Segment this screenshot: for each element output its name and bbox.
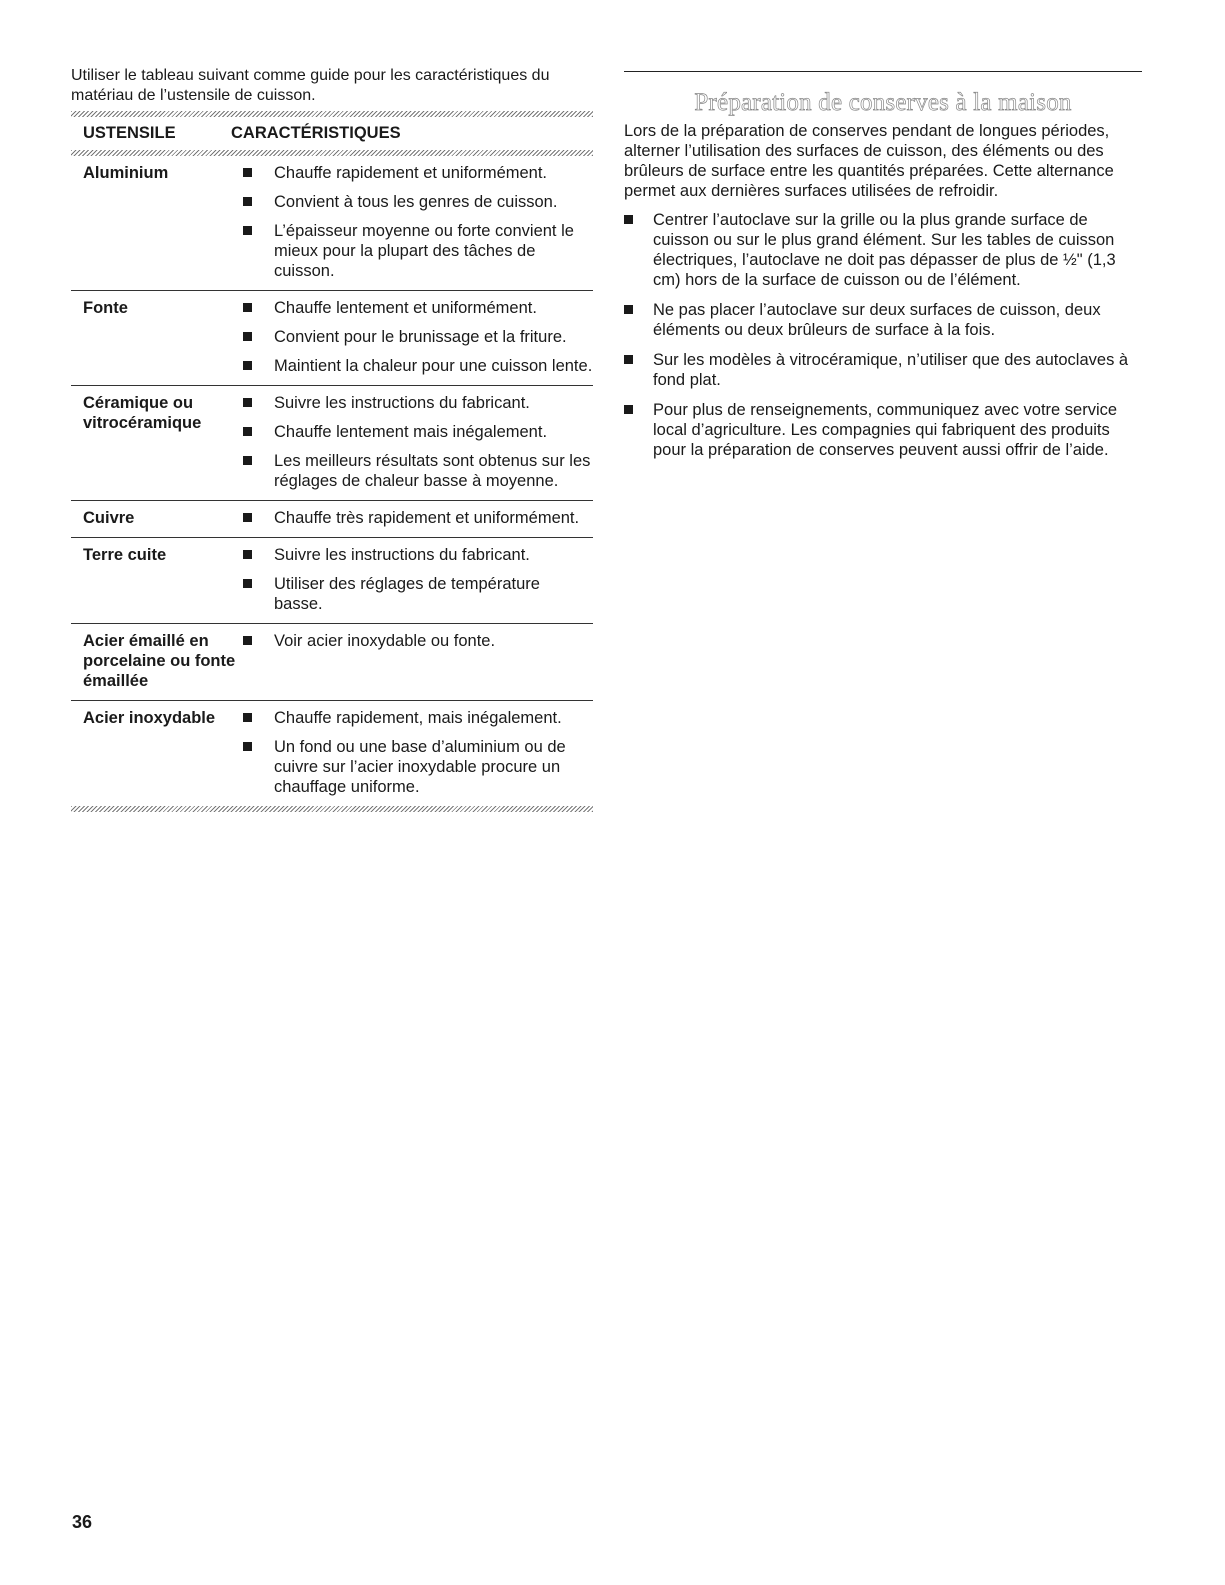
table-row (71, 701, 593, 806)
table-row (71, 624, 593, 701)
square-bullet-icon (243, 742, 252, 751)
list-item (243, 163, 593, 183)
item-text: Centrer l’autoclave sur la grille ou la plus grande surface de cuisson ou sur le plus grand élément. Sur les tables de cuisson électriques, l’autoclave ne doit pas dépasser de plus de ½" (1,3 cm) hors de la surface de cuisson ou de l’élément. (653, 211, 1116, 289)
characteristics-list (243, 631, 593, 691)
list-item (243, 298, 593, 318)
material-name: Fonte (83, 299, 128, 317)
item-text: Utiliser des réglages de température basse. (274, 575, 540, 613)
material-name: Cuivre (83, 509, 135, 527)
item-text: Pour plus de renseignements, communiquez avec votre service local d’agriculture. Les compagnies qui fabriquent des produits pour la préparation de conserves peuvent aussi offrir de l’aide. (653, 401, 1118, 459)
material-name: Céramique ou vitrocéramique (83, 394, 202, 432)
material-name: Terre cuite (83, 546, 167, 564)
list-item (243, 737, 593, 797)
square-bullet-icon (624, 305, 633, 314)
square-bullet-icon (243, 303, 252, 312)
item-text: Suivre les instructions du fabricant. (274, 546, 530, 564)
square-bullet-icon (243, 713, 252, 722)
header-ustensile: USTENSILE (83, 124, 176, 142)
square-bullet-icon (243, 398, 252, 407)
list-item (243, 356, 593, 376)
item-text: Suivre les instructions du fabricant. (274, 394, 530, 412)
item-text: Un fond ou une base d’aluminium ou de cuivre sur l’acier inoxydable procure un chauffage uniforme. (274, 738, 566, 796)
square-bullet-icon (243, 168, 252, 177)
table-row (71, 291, 593, 386)
section-title: Préparation de conserves à la maison (694, 89, 1072, 116)
square-bullet-icon (243, 332, 252, 341)
item-text: Convient pour le brunissage et la friture. (274, 328, 567, 346)
list-item (243, 545, 593, 565)
square-bullet-icon (243, 197, 252, 206)
characteristics-list (243, 508, 593, 528)
table-row (71, 501, 593, 538)
characteristics-list (243, 393, 593, 491)
item-text: Voir acier inoxydable ou fonte. (274, 632, 496, 650)
item-text: Chauffe lentement et uniformément. (274, 299, 537, 317)
table-row (71, 156, 593, 291)
table-header (71, 117, 593, 150)
material-name: Aluminium (83, 164, 169, 182)
list-item (624, 210, 1142, 290)
material-name: Acier inoxydable (83, 709, 216, 727)
list-item (243, 451, 593, 491)
list-item (624, 350, 1142, 390)
list-item (243, 327, 593, 347)
cookware-guide-column (71, 66, 593, 812)
list-item (243, 708, 593, 728)
section-top-rule (624, 71, 1142, 72)
item-text: L’épaisseur moyenne ou forte convient le mieux pour la plupart des tâches de cuisson. (274, 222, 574, 280)
characteristics-list (243, 708, 593, 797)
characteristics-list (243, 298, 593, 376)
list-item (243, 393, 593, 413)
characteristics-list (243, 545, 593, 614)
square-bullet-icon (243, 513, 252, 522)
page-number: 36 (72, 1512, 93, 1532)
canning-section (624, 71, 1142, 470)
item-text: Convient à tous les genres de cuisson. (274, 193, 558, 211)
item-text: Chauffe rapidement et uniformément. (274, 164, 548, 182)
item-text: Maintient la chaleur pour une cuisson lente. (274, 357, 593, 375)
table-row (71, 538, 593, 624)
list-item (243, 221, 593, 281)
square-bullet-icon (243, 361, 252, 370)
square-bullet-icon (624, 405, 633, 414)
characteristics-list (243, 163, 593, 281)
material-name: Acier émaillé en porcelaine ou fonte émaillée (83, 632, 236, 690)
item-text: Ne pas placer l’autoclave sur deux surfaces de cuisson, deux éléments ou deux brûleurs de surface à la fois. (653, 301, 1101, 339)
square-bullet-icon (243, 427, 252, 436)
square-bullet-icon (243, 636, 252, 645)
header-caracteristiques: CARACTÉRISTIQUES (231, 124, 401, 142)
square-bullet-icon (243, 550, 252, 559)
item-text: Chauffe rapidement, mais inégalement. (274, 709, 562, 727)
table-bottom-rule (71, 806, 593, 812)
item-text: Sur les modèles à vitrocéramique, n’utiliser que des autoclaves à fond plat. (653, 351, 1129, 389)
table-body (71, 156, 593, 806)
square-bullet-icon (243, 226, 252, 235)
list-item (624, 400, 1142, 460)
square-bullet-icon (243, 579, 252, 588)
list-item (243, 631, 593, 651)
square-bullet-icon (243, 456, 252, 465)
item-text: Chauffe lentement mais inégalement. (274, 423, 548, 441)
intro-text: Utiliser le tableau suivant comme guide pour les caractéristiques du matériau de l’ustensile de cuisson. (71, 67, 550, 104)
list-item (624, 300, 1142, 340)
list-item (243, 508, 593, 528)
square-bullet-icon (624, 215, 633, 224)
list-item (243, 422, 593, 442)
list-item (243, 574, 593, 614)
list-item (243, 192, 593, 212)
section-paragraph: Lors de la préparation de conserves pendant de longues périodes, alterner l’utilisation des surfaces de cuisson, des éléments ou des brûleurs de surface entre les quantités préparées. Cette alternance permet aux dernières surfaces utilisées de refroidir. (624, 122, 1114, 200)
table-row (71, 386, 593, 501)
square-bullet-icon (624, 355, 633, 364)
item-text: Les meilleurs résultats sont obtenus sur les réglages de chaleur basse à moyenne. (274, 452, 591, 490)
section-bullet-list (624, 210, 1142, 460)
item-text: Chauffe très rapidement et uniformément. (274, 509, 580, 527)
